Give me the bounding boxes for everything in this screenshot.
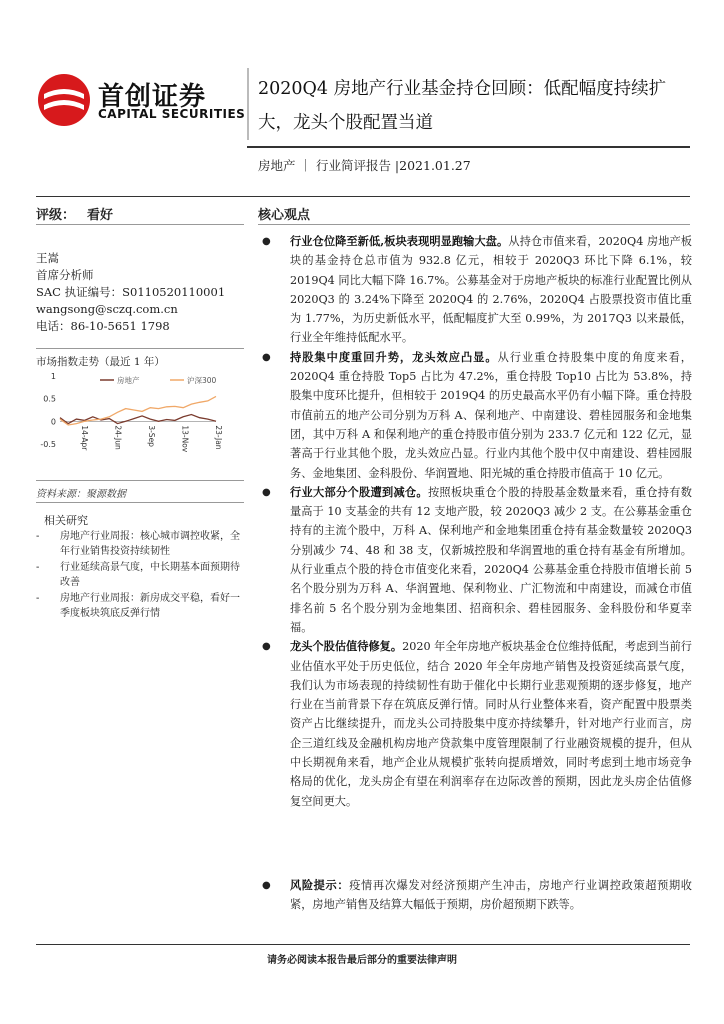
rating-value: 看好 xyxy=(87,208,114,223)
related-item[interactable]: - 行业延续高景气度，中长期基本面预期待改善 xyxy=(36,562,240,588)
legal-disclaimer[interactable]: 请务必阅读本报告最后部分的重要法律声明 xyxy=(267,955,457,966)
chart-title: 市场指数走势（最近 1 年） xyxy=(36,356,165,368)
related-item[interactable]: - 房地产行业周报：新房成交平稳，看好一季度板块筑底反弹行情 xyxy=(36,593,240,619)
title-underline xyxy=(247,146,690,148)
x-tick-label: 14-Apr xyxy=(80,425,89,451)
y-tick-label: 0 xyxy=(50,417,56,427)
logo-english-name: CAPITAL SECURITIES xyxy=(98,107,246,121)
chart-source: 资料来源：聚源数据 xyxy=(36,489,126,500)
chart-bottom-rule xyxy=(36,480,244,481)
risk-warning xyxy=(262,876,692,915)
related-top-rule xyxy=(36,502,244,503)
related-item[interactable]: - 房地产行业周报：核心城市调控收紧，全年行业销售投资持续韧性 xyxy=(36,531,240,557)
analyst-role: 首席分析师 xyxy=(36,268,94,282)
legend-label: 沪深300 xyxy=(187,376,217,385)
header-divider xyxy=(247,68,249,140)
related-research-title: 相关研究 xyxy=(44,514,88,527)
bullet-icon: ● xyxy=(262,880,271,891)
key-points-title: 核心观点 xyxy=(258,208,311,223)
market-index-chart xyxy=(36,368,244,478)
sidebar-divider xyxy=(36,224,244,225)
bullet-icon: ● xyxy=(262,641,271,653)
report-title: 2020Q4 房地产行业基金持仓回顾：低配幅度持续扩大，龙头个股配置当道 xyxy=(258,79,667,133)
logo-chinese-name: 首创证券 xyxy=(98,82,207,112)
x-tick-label: 3-Sep xyxy=(147,425,156,447)
bullet-icon: ● xyxy=(262,236,271,247)
x-tick-label: 23-Jan xyxy=(214,425,223,450)
section-divider xyxy=(36,196,690,197)
analyst-name: 王嵩 xyxy=(36,251,59,265)
report-subheader: 房地产 ｜ 行业简评报告 |2021.01.27 xyxy=(258,158,471,173)
key-point: ● 行业大部分个股遭到减仓。按照板块重仓个股的持股基金数量来看，重仓持有数量高于 10 支基金的共有 12 支地产股，较 2020Q3 减少 2 支。在公募基金重仓持有的主流个股中，万科 A、保利地产和金地集团重仓持有基金数量较 2020Q3 分别减少 74、48 和 38 支，仅新城控股和华润置地的重仓持有基金有所增加。从行业重点个股的持仓市值变化来看，2020Q4 公募基金重仓持股市值增长前 5 名个股分别为万科 A、华润置地、保利物业、广汇物流和中南建设，而减仓市值排名前 5 名个股分别为金地集团、招商积余、碧桂园服务、金科股份和华夏幸福。 xyxy=(262,484,692,634)
y-tick-label: 0.5 xyxy=(43,394,56,404)
key-point: ● 行业仓位降至新低,板块表现明显跑输大盘。从持仓市值来看，2020Q4 房地产板块的基金持仓总市值为 932.8 亿元，相较于 2020Q3 环比下降 6.1%，较 2019Q4 同比大幅下降 16.7%。公募基金对于房地产板块的标准行业配置比例从 2020Q3 的 3.24%下降至 2020Q4 的 2.76%，2020Q4 占股票投资市值比重为 1.77%，为历史新低水平，低配幅度扩大至 0.99%，为 2017Q3 以来最低，行业全年维持低配水平。 xyxy=(262,234,692,345)
x-tick-label: 13-Nov xyxy=(180,425,190,453)
y-tick-label: 1 xyxy=(50,372,56,381)
analyst-info xyxy=(36,250,225,335)
main-divider xyxy=(258,224,690,225)
x-tick-label: 24-Jun xyxy=(113,425,123,450)
legend-label: 房地产 xyxy=(117,376,140,385)
analyst-email[interactable]: wangsong@sczq.com.cn xyxy=(36,302,178,316)
rating-label: 评级： xyxy=(36,208,76,223)
related-research-list xyxy=(36,530,244,623)
bullet-icon: ● xyxy=(262,486,271,498)
key-points xyxy=(262,232,692,811)
capital-securities-logo-icon xyxy=(36,72,92,128)
footer-rule xyxy=(36,944,690,945)
bullet-icon: ● xyxy=(262,351,271,363)
key-point: ● 持股集中度重回升势，龙头效应凸显。从行业重仓持股集中度的角度来看，2020Q4 重仓持股 Top5 占比为 47.2%，重仓持股 Top10 占比为 53.8%，持股集中度环比提升，但相较于 2019Q4 的历史最高水平仍有小幅下降。重仓持股市值前五的地产公司分别为万科 A、保利地产、中南建设、碧桂园服务和金地集团，其中万科 A 和保利地产的重仓持股市值分别为 233.7 亿元和 122 亿元，显著高于行业其他个股，龙头效应凸显。行业内其他个股中仅中南建设、碧桂园服务、金地集团、金科股份、华润置地、阳光城的重仓持股市值高于 10 亿元。 xyxy=(262,349,692,480)
y-tick-label: -0.5 xyxy=(40,440,56,449)
chart-top-rule xyxy=(36,348,244,349)
analyst-sac: SAC 执证编号：S0110520110001 xyxy=(36,285,226,299)
analyst-phone: 电话：86-10-5651 1798 xyxy=(36,319,170,333)
key-point: ● 龙头个股估值待修复。2020 年全年房地产板块基金仓位维持低配，考虑到当前行业估值水平处于历史低位，结合 2020 年全年房地产销售及投资延续高景气度，我们认为市场表现的持续韧性有助于催化中长期行业悲观预期的逐步修复，地产行业在当前背景下存在筑底反弹行情。同时从行业整体来看，资产配置中股票类资产占比继续提升，而龙头公司持股集中度亦持续攀升，针对地产行业而言，房企三道红线及金融机构房地产贷款集中度管理限制了行业融资规模的提升，但从中长期视角来看，地产企业从规模扩张转向提质增效，同时考虑到土地市场竞争格局的优化，龙头房企有望在利润率存在边际改善的预期，因此龙头房企估值修复空间更大。 xyxy=(262,639,692,808)
risk-point: ● 风险提示：疫情再次爆发对经济预期产生冲击，房地产行业调控政策超预期收紧，房地产销售及结算大幅低于预期，房价超预期下跌等。 xyxy=(262,878,692,912)
